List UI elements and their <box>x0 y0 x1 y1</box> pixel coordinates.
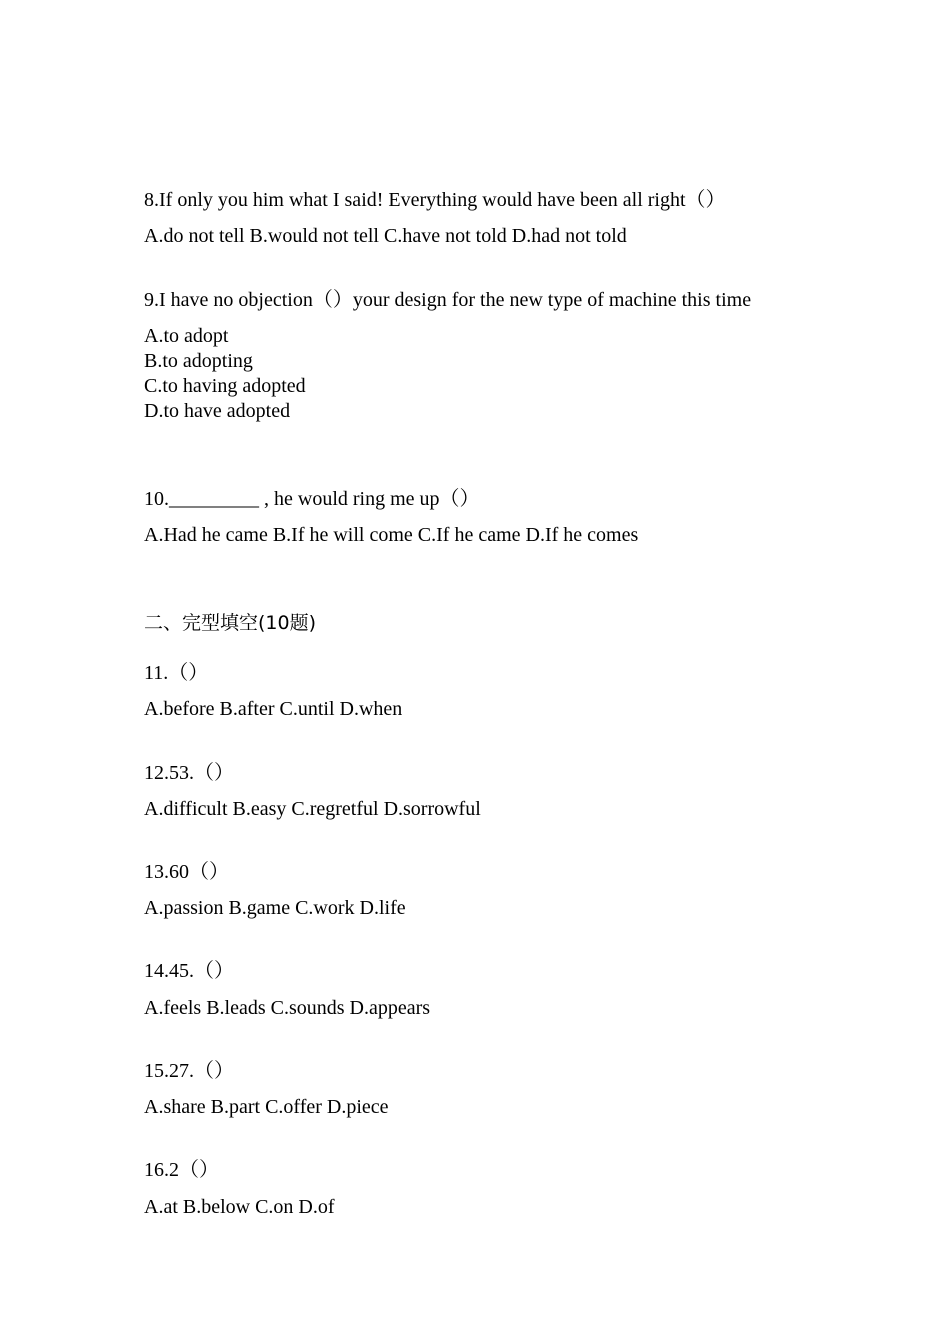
section-heading: 二、完型填空(10题) <box>144 612 317 634</box>
question-9-option-a: A.to adopt <box>144 325 229 347</box>
question-9-option-d: D.to have adopted <box>144 400 291 422</box>
question-8-options: A.do not tell B.would not tell C.have not told D.had not told <box>144 225 627 247</box>
question-14-stem: 14.45.（） <box>144 960 234 982</box>
question-12-stem: 12.53.（） <box>144 762 234 784</box>
question-10-options: A.Had he came B.If he will come C.If he came D.If he comes <box>144 524 639 546</box>
question-9-stem: 9.I have no objection（）your design for the new type of machine this time <box>144 289 752 311</box>
question-13-stem: 13.60（） <box>144 861 229 883</box>
question-11-options: A.before B.after C.until D.when <box>144 698 403 720</box>
question-9-option-c: C.to having adopted <box>144 375 306 397</box>
question-14-options: A.feels B.leads C.sounds D.appears <box>144 997 431 1019</box>
question-15-options: A.share B.part C.offer D.piece <box>144 1096 389 1118</box>
question-15-stem: 15.27.（） <box>144 1060 234 1082</box>
question-11-stem: 11.（） <box>144 662 209 684</box>
question-9-option-b: B.to adopting <box>144 350 253 372</box>
question-12-options: A.difficult B.easy C.regretful D.sorrowful <box>144 798 481 820</box>
question-8-stem: 8.If only you him what I said! Everything would have been all right（） <box>144 189 726 211</box>
question-16-options: A.at B.below C.on D.of <box>144 1196 335 1218</box>
question-16-stem: 16.2（） <box>144 1159 219 1181</box>
question-10-stem: 10._________ , he would ring me up（） <box>144 488 480 510</box>
question-13-options: A.passion B.game C.work D.life <box>144 897 406 919</box>
